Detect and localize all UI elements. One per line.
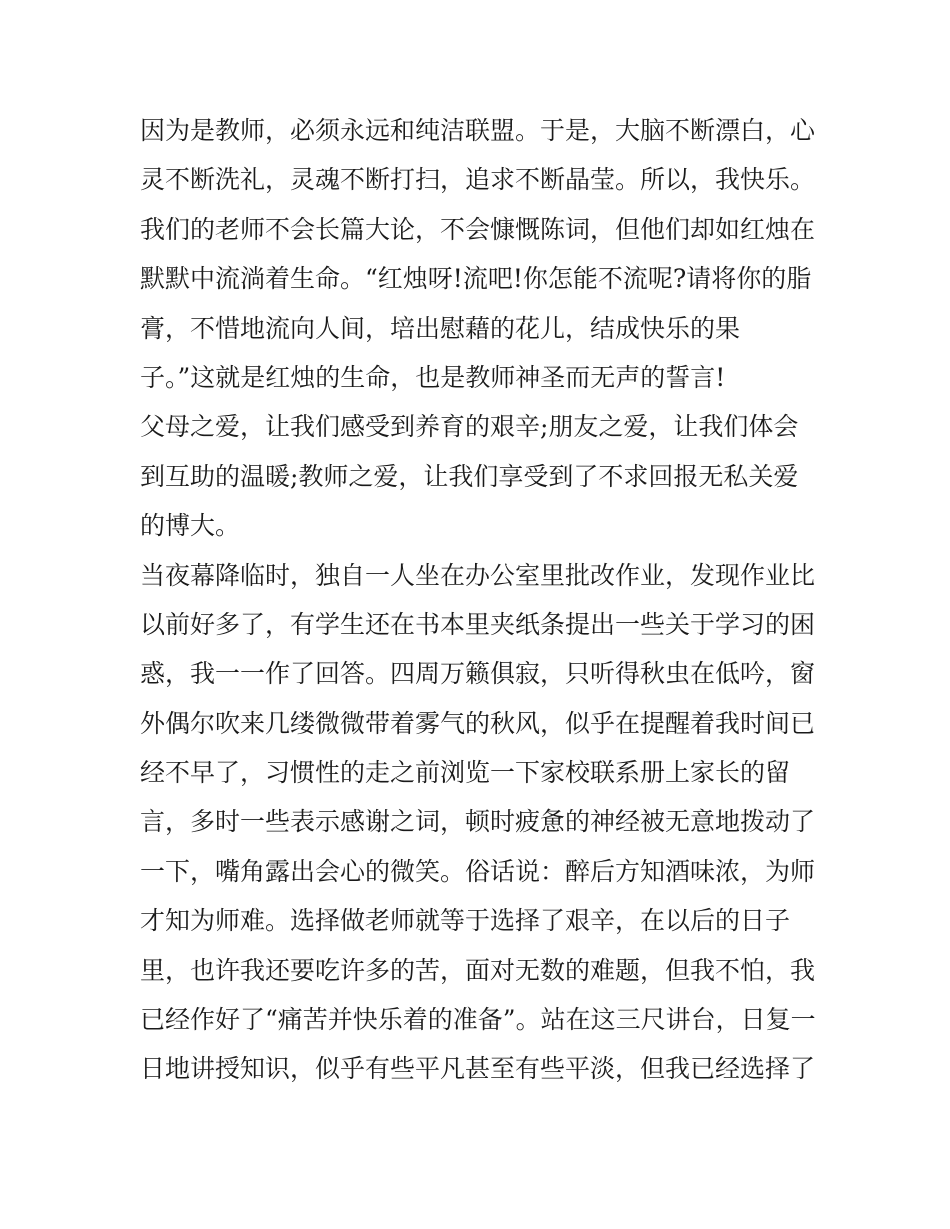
- text-line: 才知为师难。选择做老师就等于选择了艰辛，在以后的日子: [140, 906, 791, 936]
- text-line: 外偶尔吹来几缕微微带着雾气的秋风，似乎在提醒着我时间已: [140, 708, 816, 738]
- text-line: 灵不断洗礼，灵魂不断打扫，追求不断晶莹。所以，我快乐。: [140, 165, 816, 195]
- text-line: 里，也许我还要吃许多的苦，面对无数的难题，但我不怕，我: [140, 955, 816, 985]
- text-line: 言，多时一些表示感谢之词，顿时疲惫的神经被无意地拨动了: [140, 807, 816, 837]
- text-line: 到互助的温暖;教师之爱，让我们享受到了不求回报无私关爱: [140, 461, 799, 491]
- text-line: 日地讲授知识，似乎有些平凡甚至有些平淡，但我已经选择了: [140, 1054, 816, 1084]
- text-line: 的博大。: [140, 511, 241, 541]
- text-line: 已经作好了“痛苦并快乐着的准备”。站在这三尺讲台，日复一: [140, 1005, 816, 1035]
- text-line: 一下，嘴角露出会心的微笑。俗话说：醉后方知酒味浓，为师: [140, 856, 816, 886]
- text-line: 默默中流淌着生命。“红烛呀!流吧!你怎能不流呢?请将你的脂: [140, 264, 812, 294]
- text-line: 子。”这就是红烛的生命，也是教师神圣而无声的誓言!: [140, 362, 726, 392]
- text-line: 以前好多了，有学生还在书本里夹纸条提出一些关于学习的困: [140, 609, 816, 639]
- text-line: 膏，不惜地流向人间，培出慰藉的花儿，结成快乐的果: [140, 313, 741, 343]
- text-line: 惑，我一一作了回答。四周万籁俱寂，只听得秋虫在低吟，窗: [140, 659, 816, 689]
- text-line: 我们的老师不会长篇大论，不会慷慨陈词，但他们却如红烛在: [140, 214, 816, 244]
- text-line: 因为是教师，必须永远和纯洁联盟。于是，大脑不断漂白，心: [140, 116, 816, 145]
- text-line: 父母之爱，让我们感受到养育的艰辛;朋友之爱，让我们体会: [140, 412, 799, 442]
- text-line: 经不早了，习惯性的走之前浏览一下家校联系册上家长的留: [140, 758, 791, 788]
- text-line: 当夜幕降临时，独自一人坐在办公室里批改作业，发现作业比: [140, 560, 816, 590]
- document-body-text: [140, 106, 820, 1094]
